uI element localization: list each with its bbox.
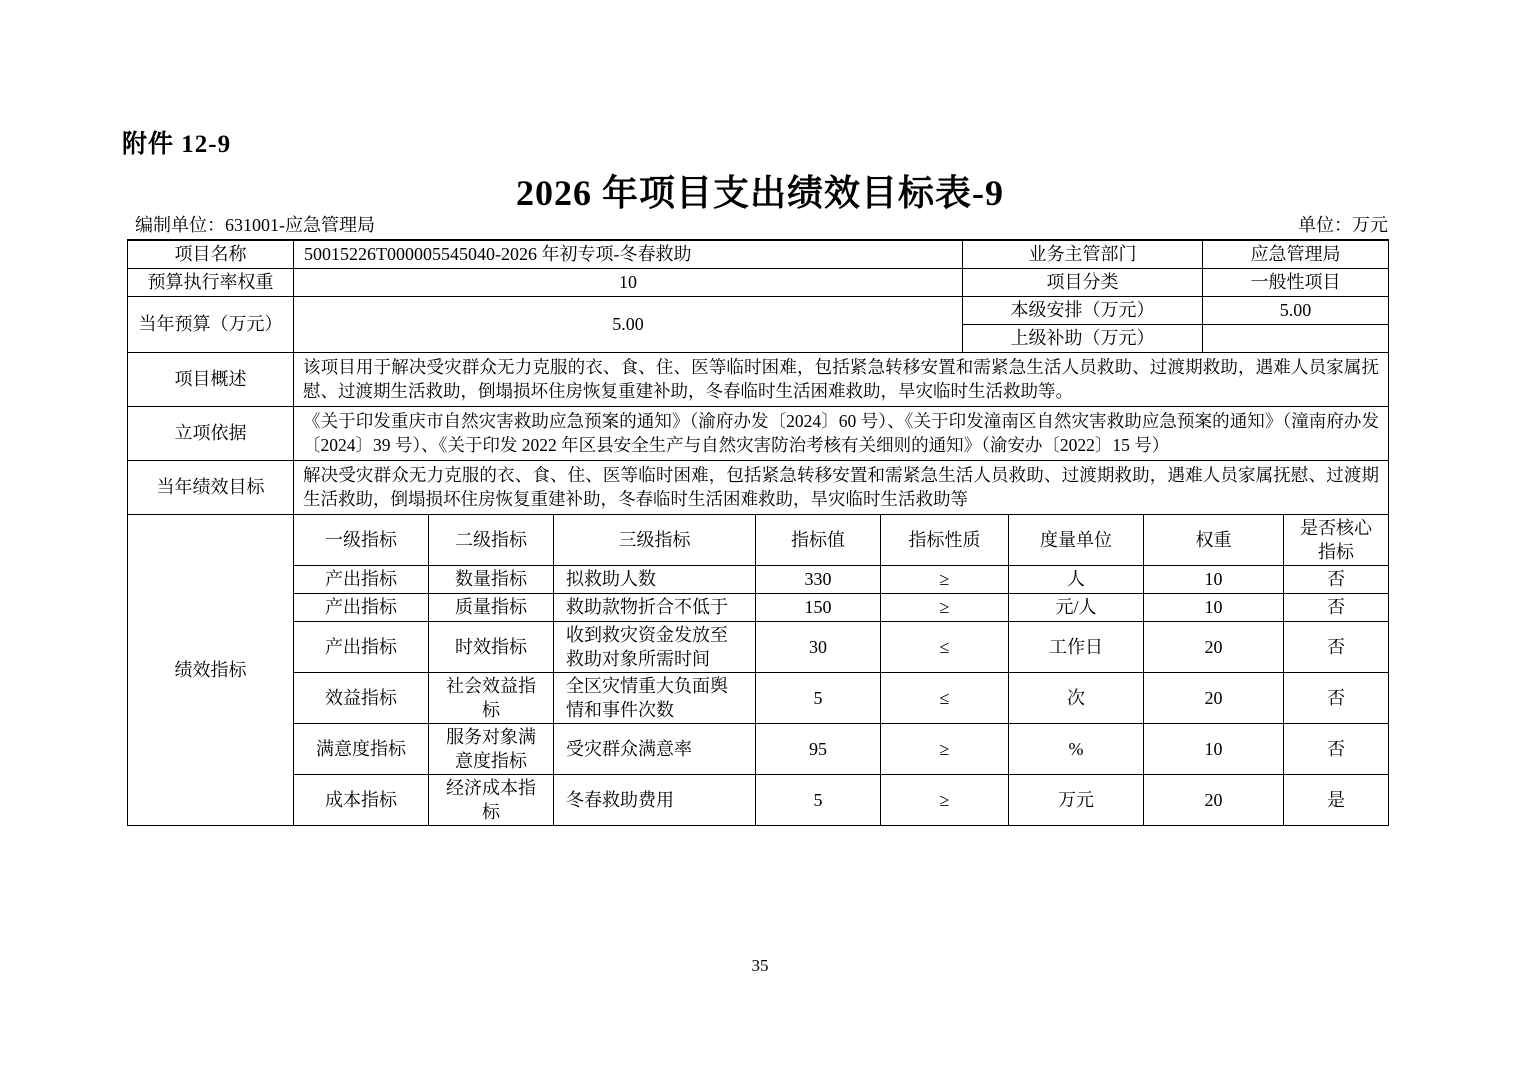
indicator-header-weight: 权重 bbox=[1144, 514, 1284, 565]
year-budget-label: 当年预算（万元） bbox=[128, 296, 294, 352]
target-label: 当年绩效目标 bbox=[128, 460, 294, 514]
indicator-cell: ≥ bbox=[881, 774, 1009, 825]
indicator-cell: 产出指标 bbox=[294, 621, 429, 672]
table-row bbox=[128, 296, 1389, 324]
budget-rate-value: 10 bbox=[294, 268, 963, 296]
indicator-cell: 工作日 bbox=[1009, 621, 1144, 672]
project-name-label: 项目名称 bbox=[128, 240, 294, 268]
indicator-row bbox=[128, 672, 1389, 723]
indicator-header-level2: 二级指标 bbox=[429, 514, 554, 565]
page-title: 2026 年项目支出绩效目标表-9 bbox=[516, 173, 1004, 213]
indicator-row bbox=[128, 723, 1389, 774]
indicator-cell: 元/人 bbox=[1009, 593, 1144, 621]
budget-rate-label: 预算执行率权重 bbox=[128, 268, 294, 296]
overview-text: 该项目用于解决受灾群众无力克服的衣、食、住、医等临时困难，包括紧急转移安置和需紧急生活人员救助、过渡期救助，遇难人员家属抚慰、过渡期生活救助，倒塌损坏住房恢复重建补助，冬春临时生活困难救助，旱灾临时生活救助等。 bbox=[294, 352, 1389, 406]
compiling-unit: 编制单位：631001-应急管理局 bbox=[135, 215, 375, 235]
indicator-header-unit: 度量单位 bbox=[1009, 514, 1144, 565]
table-row bbox=[128, 460, 1389, 514]
table-row bbox=[128, 406, 1389, 460]
indicator-cell: ≤ bbox=[881, 621, 1009, 672]
indicator-header-value: 指标值 bbox=[756, 514, 881, 565]
indicator-row bbox=[128, 593, 1389, 621]
project-name-value: 50015226T000005545040-2026 年初专项-冬春救助 bbox=[294, 240, 963, 268]
dept-label: 业务主管部门 bbox=[963, 240, 1203, 268]
indicator-header-level1: 一级指标 bbox=[294, 514, 429, 565]
project-info-table bbox=[127, 239, 1389, 353]
indicator-cell: 5 bbox=[756, 774, 881, 825]
local-arrangement-label: 本级安排（万元） bbox=[963, 296, 1203, 324]
indicator-cell: 受灾群众满意率 bbox=[554, 723, 756, 774]
indicator-cell: 次 bbox=[1009, 672, 1144, 723]
indicator-cell: 人 bbox=[1009, 565, 1144, 593]
indicator-cell: 服务对象满意度指标 bbox=[429, 723, 554, 774]
indicator-cell: 产出指标 bbox=[294, 565, 429, 593]
basis-text: 《关于印发重庆市自然灾害救助应急预案的通知》（渝府办发〔2024〕60 号）、《关于印发潼南区自然灾害救助应急预案的通知》（潼南府办发〔2024〕39 号）、《关于印发 2022 年区县安全生产与自然灾害防治考核有关细则的通知》（渝安办〔2022〕15 号） bbox=[294, 406, 1389, 460]
indicator-cell: 20 bbox=[1144, 621, 1284, 672]
indicator-row bbox=[128, 621, 1389, 672]
indicator-cell: 10 bbox=[1144, 723, 1284, 774]
indicator-cell: 5 bbox=[756, 672, 881, 723]
main-table bbox=[127, 239, 1388, 826]
category-value: 一般性项目 bbox=[1203, 268, 1389, 296]
indicator-header-nature: 指标性质 bbox=[881, 514, 1009, 565]
indicators-section-label: 绩效指标 bbox=[128, 514, 294, 825]
indicator-cell: 时效指标 bbox=[429, 621, 554, 672]
indicator-cell: 否 bbox=[1284, 723, 1389, 774]
indicator-cell: 否 bbox=[1284, 565, 1389, 593]
indicator-cell: 10 bbox=[1144, 593, 1284, 621]
indicator-cell: 150 bbox=[756, 593, 881, 621]
indicator-cell: 数量指标 bbox=[429, 565, 554, 593]
category-label: 项目分类 bbox=[963, 268, 1203, 296]
superior-subsidy-value bbox=[1203, 324, 1389, 352]
indicator-cell: 330 bbox=[756, 565, 881, 593]
indicator-cell: 满意度指标 bbox=[294, 723, 429, 774]
indicator-cell: 产出指标 bbox=[294, 593, 429, 621]
indicator-cell: 10 bbox=[1144, 565, 1284, 593]
indicator-cell: 95 bbox=[756, 723, 881, 774]
indicator-cell: 是 bbox=[1284, 774, 1389, 825]
indicators-table bbox=[127, 514, 1389, 826]
indicator-cell: 全区灾情重大负面舆情和事件次数 bbox=[554, 672, 756, 723]
indicator-cell: 万元 bbox=[1009, 774, 1144, 825]
indicator-cell: % bbox=[1009, 723, 1144, 774]
indicator-row bbox=[128, 565, 1389, 593]
table-row bbox=[128, 240, 1389, 268]
indicator-row bbox=[128, 774, 1389, 825]
indicator-cell: ≥ bbox=[881, 723, 1009, 774]
indicator-cell: 经济成本指标 bbox=[429, 774, 554, 825]
indicator-header-core: 是否核心指标 bbox=[1284, 514, 1389, 565]
indicator-header-level3: 三级指标 bbox=[554, 514, 756, 565]
indicator-cell: 成本指标 bbox=[294, 774, 429, 825]
overview-label: 项目概述 bbox=[128, 352, 294, 406]
meta-line bbox=[127, 213, 1388, 237]
target-text: 解决受灾群众无力克服的衣、食、住、医等临时困难，包括紧急转移安置和需紧急生活人员救助、过渡期救助，遇难人员家属抚慰、过渡期生活救助，倒塌损坏住房恢复重建补助，冬春临时生活困难救助，旱灾临时生活救助等 bbox=[294, 460, 1389, 514]
indicator-cell: 效益指标 bbox=[294, 672, 429, 723]
indicator-cell: 20 bbox=[1144, 774, 1284, 825]
project-desc-table bbox=[127, 352, 1389, 515]
indicator-cell: 冬春救助费用 bbox=[554, 774, 756, 825]
indicator-cell: 拟救助人数 bbox=[554, 565, 756, 593]
superior-subsidy-label: 上级补助（万元） bbox=[963, 324, 1203, 352]
indicator-cell: 30 bbox=[756, 621, 881, 672]
dept-value: 应急管理局 bbox=[1203, 240, 1389, 268]
indicator-cell: 否 bbox=[1284, 593, 1389, 621]
indicator-cell: 收到救灾资金发放至救助对象所需时间 bbox=[554, 621, 756, 672]
local-arrangement-value: 5.00 bbox=[1203, 296, 1389, 324]
table-row bbox=[128, 352, 1389, 406]
indicator-cell: ≥ bbox=[881, 593, 1009, 621]
indicator-cell: 质量指标 bbox=[429, 593, 554, 621]
year-budget-value: 5.00 bbox=[294, 296, 963, 352]
indicator-cell: 社会效益指标 bbox=[429, 672, 554, 723]
basis-label: 立项依据 bbox=[128, 406, 294, 460]
indicator-cell: 20 bbox=[1144, 672, 1284, 723]
indicator-cell: ≤ bbox=[881, 672, 1009, 723]
indicator-cell: 否 bbox=[1284, 672, 1389, 723]
indicator-cell: ≥ bbox=[881, 565, 1009, 593]
indicator-cell: 否 bbox=[1284, 621, 1389, 672]
indicators-header-row bbox=[128, 514, 1389, 565]
attachment-label: 附件 12-9 bbox=[122, 131, 232, 158]
indicator-cell: 救助款物折合不低于 bbox=[554, 593, 756, 621]
unit-label: 单位：万元 bbox=[1298, 215, 1388, 235]
table-row bbox=[128, 268, 1389, 296]
page-number: 35 bbox=[751, 956, 769, 975]
